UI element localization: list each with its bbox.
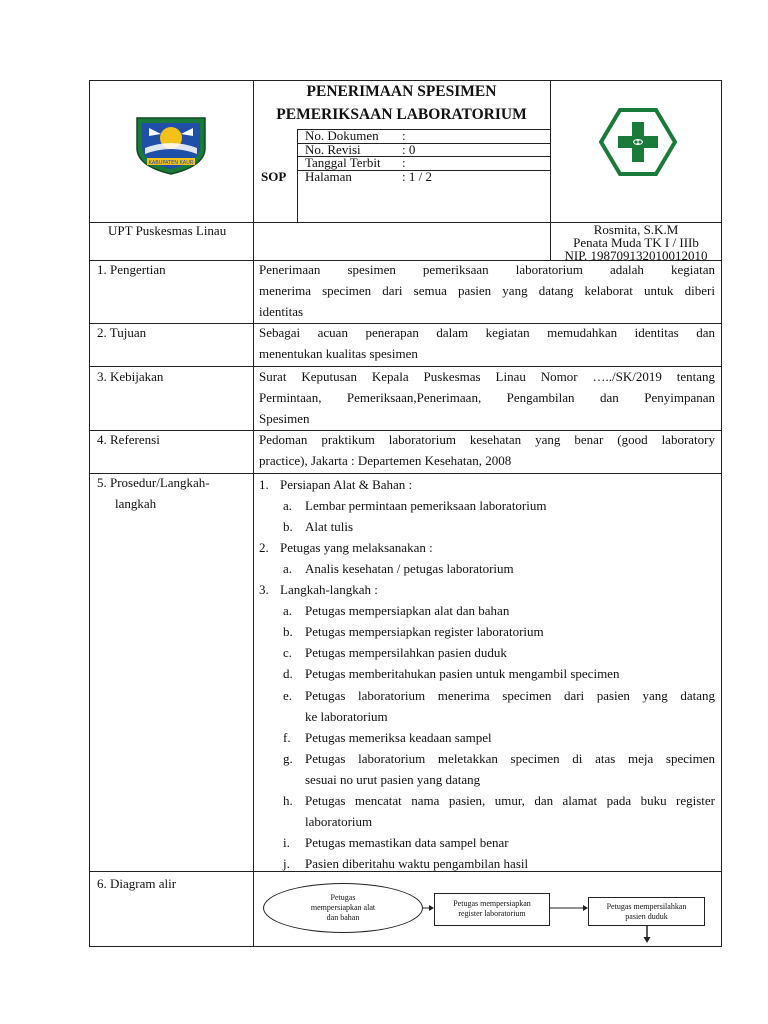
procedure-item-text: Petugas memastikan data sampel benar xyxy=(305,835,509,850)
procedure-item-text: Petugas laboratorium meletakkan specimen di atas meja specimen xyxy=(305,751,715,766)
procedure-item-text: Petugas laboratorium menerima specimen dari pasien yang datang xyxy=(305,688,715,703)
organization-name: UPT Puskesmas Linau xyxy=(108,223,227,238)
procedure-item-text: Langkah-langkah : xyxy=(280,582,378,597)
procedure-item-text: ke laboratorium xyxy=(305,709,388,724)
procedure-item-text: Petugas memberitahukan pasien untuk mengambil specimen xyxy=(305,666,620,681)
tujuan-text: Sebagai acuan penerapan dalam kegiatan memudahkan identitas dan xyxy=(259,325,715,340)
section-label-pengertian: 1. Pengertian xyxy=(97,262,166,277)
pengertian-text: Penerimaan spesimen pemeriksaan laboratorium adalah kegiatan xyxy=(259,262,715,277)
procedure-item-number: a. xyxy=(283,603,293,618)
procedure-item-number: g. xyxy=(283,751,293,766)
flow-node-text: register laboratorium xyxy=(458,909,526,918)
procedure-item-number: a. xyxy=(283,561,293,576)
meta-value: : xyxy=(402,128,406,143)
flow-node-text: Petugas xyxy=(330,893,356,902)
procedure-item-number: b. xyxy=(283,624,293,639)
meta-label: No. Dokumen xyxy=(305,128,379,143)
procedure-item-number: e. xyxy=(283,688,293,703)
meta-value: : 0 xyxy=(402,142,416,157)
procedure-item-number: h. xyxy=(283,793,293,808)
flow-arrow xyxy=(423,905,434,911)
section-label-referensi: 4. Referensi xyxy=(97,432,160,447)
kebijakan-text: Spesimen xyxy=(259,411,310,426)
procedure-item-text: Pasien diberitahu waktu pengambilan hasil xyxy=(305,856,529,871)
regency-logo-text: KABUPATEN KAUR xyxy=(148,160,194,166)
procedure-item-number: a. xyxy=(283,498,293,513)
procedure-item-text: Alat tulis xyxy=(305,519,354,534)
meta-label: No. Revisi xyxy=(305,142,361,157)
section-label-prosedur: 5. Prosedur/Langkah- xyxy=(97,475,210,490)
sop-label: SOP xyxy=(261,169,287,184)
procedure-item-text: Persiapan Alat & Bahan : xyxy=(280,477,413,492)
procedure-item-number: i. xyxy=(283,835,290,850)
signatory-name: Rosmita, S.K.M xyxy=(593,222,679,237)
procedure-item-text: Analis kesehatan / petugas laboratorium xyxy=(305,561,514,576)
section-label-diagram: 6. Diagram alir xyxy=(97,876,177,891)
procedure-item-number: 2. xyxy=(259,540,269,555)
doc-title-line1: PENERIMAAN SPESIMEN xyxy=(306,83,497,100)
procedure-item-number: f. xyxy=(283,730,291,745)
flow-node-text: Petugas mempersiapkan xyxy=(453,899,531,908)
procedure-item-number: 3. xyxy=(259,582,269,597)
procedure-item-text: laboratorium xyxy=(305,814,373,829)
procedure-item-number: j. xyxy=(283,856,290,871)
signatory-nip: NIP. 198709132010012010 xyxy=(564,248,708,263)
procedure-item-text: Lembar permintaan pemeriksaan laboratorium xyxy=(305,498,547,513)
procedure-item-number: b. xyxy=(283,519,293,534)
meta-value: : 1 / 2 xyxy=(402,169,432,184)
meta-label: Tanggal Terbit xyxy=(305,155,381,170)
meta-label: Halaman xyxy=(305,169,352,184)
pengertian-text: menerima specimen dari semua pasien yang datang kelaborat untuk diberi xyxy=(259,283,715,298)
flow-node-text: dan bahan xyxy=(326,913,360,922)
procedure-item-text: Petugas mencatat nama pasien, umur, dan alamat pada buku register xyxy=(305,793,715,808)
kebijakan-text: Permintaan, Pemeriksaan,Penerimaan, Pengambilan dan Penyimpanan xyxy=(259,390,715,405)
procedure-item-text: Petugas mempersiapkan register laboratorium xyxy=(305,624,544,639)
flow-node-text: pasien duduk xyxy=(625,912,668,921)
procedure-item-text: Petugas yang melaksanakan : xyxy=(280,540,433,555)
doc-title-line2: PEMERIKSAAN LABORATORIUM xyxy=(276,106,527,123)
procedure-item-number: c. xyxy=(283,645,293,660)
procedure-item-text: Petugas mempersiapkan alat dan bahan xyxy=(305,603,510,618)
tujuan-text: menentukan kualitas spesimen xyxy=(259,346,418,361)
meta-value: : xyxy=(402,155,406,170)
flow-arrow-down xyxy=(644,926,651,943)
procedure-item-number: 1. xyxy=(259,477,269,492)
section-label-prosedur: langkah xyxy=(115,496,157,511)
procedure-item-text: Petugas memeriksa keadaan sampel xyxy=(305,730,492,745)
pengertian-text: identitas xyxy=(259,304,304,319)
signatory-rank: Penata Muda TK I / IIIb xyxy=(573,235,699,250)
section-label-kebijakan: 3. Kebijakan xyxy=(97,369,164,384)
procedure-item-text: sesuai no urut pasien yang datang xyxy=(305,772,481,787)
flow-arrow xyxy=(550,905,588,911)
flow-node-text: Petugas mempersilahkan xyxy=(606,902,687,911)
flow-node-text: mempersiapkan alat xyxy=(310,903,376,912)
section-label-tujuan: 2. Tujuan xyxy=(97,325,147,340)
referensi-text: Pedoman praktikum laboratorium kesehatan yang benar (good laboratory xyxy=(259,432,715,447)
procedure-item-number: d. xyxy=(283,666,293,681)
kebijakan-text: Surat Keputusan Kepala Puskesmas Linau Nomor …../SK/2019 tentang xyxy=(259,369,715,384)
referensi-text: practice), Jakarta : Departemen Kesehatan, 2008 xyxy=(259,453,512,468)
procedure-item-text: Petugas mempersilahkan pasien duduk xyxy=(305,645,507,660)
